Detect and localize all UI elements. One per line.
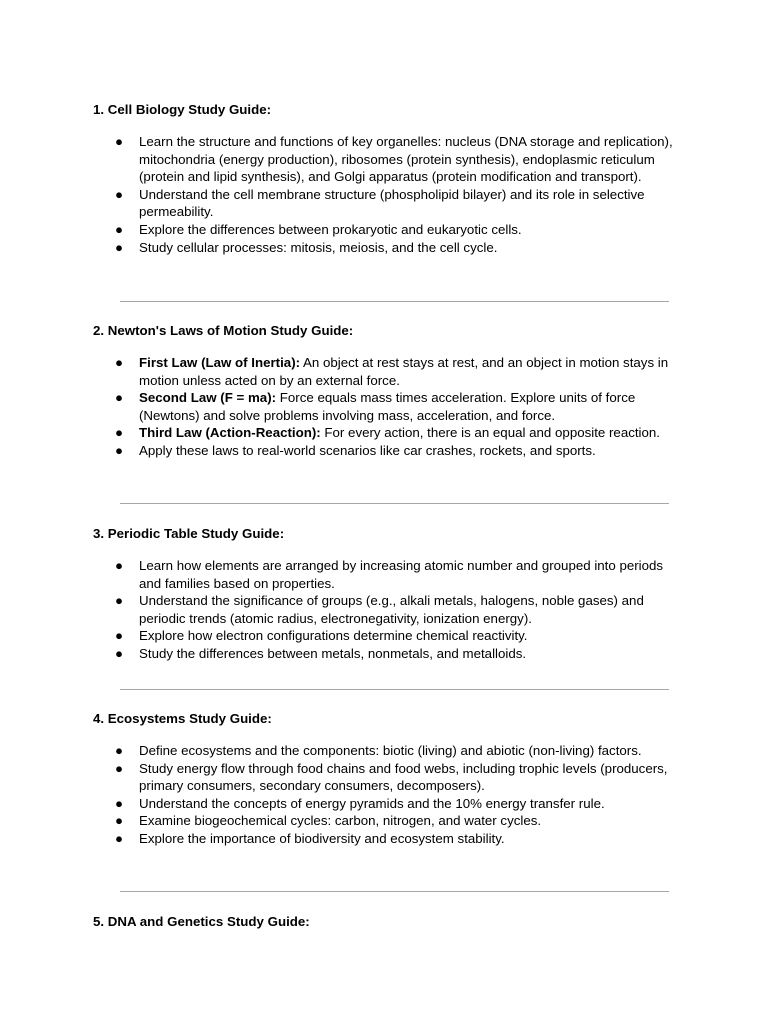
list-item: [93, 239, 683, 257]
section-cell-biology: [93, 101, 683, 256]
list-item: [93, 627, 683, 645]
bullet-icon: ●: [115, 760, 124, 776]
bullet-icon: ●: [115, 813, 124, 829]
bullet-icon: ●: [115, 221, 124, 237]
horizontal-divider: [120, 891, 669, 892]
bullet-icon: ●: [115, 355, 124, 370]
list-item-text: For every action, there is an equal and opposite reaction.: [320, 425, 660, 441]
bullet-icon: ●: [115, 134, 124, 149]
list-item: [93, 557, 683, 592]
list-item-text: Explore the differences between prokaryotic and eukaryotic cells.: [139, 221, 522, 237]
list-item: [93, 812, 683, 830]
bullet-icon: ●: [115, 558, 124, 573]
list-item: [93, 389, 683, 424]
horizontal-divider: [120, 689, 669, 690]
horizontal-divider: [120, 503, 669, 504]
list-item-text: Explore the importance of biodiversity and ecosystem stability.: [139, 830, 505, 846]
list-item-text: An object at rest stays at rest, and an object in motion stays in motion unless acted on by an external force.: [139, 355, 669, 388]
list-item: [93, 354, 683, 389]
section-dna-genetics: [93, 913, 683, 930]
list-item: [93, 830, 683, 848]
bullet-icon: ●: [115, 442, 124, 458]
list-item-text: Understand the concepts of energy pyramids and the 10% energy transfer rule.: [139, 795, 605, 811]
list-item: [93, 795, 683, 813]
bullet-icon: ●: [115, 390, 124, 406]
list-item-term: Third Law (Action-Reaction):: [139, 425, 321, 441]
section-heading: 4. Ecosystems Study Guide:: [93, 711, 272, 726]
list-item: [93, 221, 683, 239]
list-item: [93, 645, 683, 663]
list-item: [93, 133, 683, 186]
bullet-icon: ●: [115, 795, 124, 811]
list-item: [93, 742, 683, 760]
list-item: [93, 186, 683, 221]
section-heading: 3. Periodic Table Study Guide:: [93, 526, 285, 541]
list-item-text: Examine biogeochemical cycles: carbon, nitrogen, and water cycles.: [139, 813, 542, 829]
bullet-icon: ●: [115, 186, 124, 202]
section-heading: 5. DNA and Genetics Study Guide:: [93, 914, 310, 929]
bullet-icon: ●: [115, 830, 124, 846]
list-item-text: Study energy flow through food chains and food webs, including trophic levels (producers, primary consumers, secondary consumers, decomposers).: [139, 760, 668, 794]
list-item-text: Learn how elements are arranged by increasing atomic number and grouped into periods and families based on properties.: [139, 558, 664, 591]
list-item: [93, 442, 683, 460]
list-item: [93, 592, 683, 627]
list-item-text: Study cellular processes: mitosis, meiosis, and the cell cycle.: [139, 239, 498, 255]
list-item-text: Understand the significance of groups (e.g., alkali metals, halogens, noble gases) and periodic trends (atomic radius, electronegativity, ionization energy).: [139, 593, 644, 626]
list-item-text: Explore how electron configurations determine chemical reactivity.: [139, 628, 528, 644]
bullet-icon: ●: [115, 593, 124, 609]
section-heading: 2. Newton's Laws of Motion Study Guide:: [93, 323, 354, 338]
bullet-icon: ●: [115, 239, 124, 255]
bullet-icon: ●: [115, 628, 124, 644]
bullet-icon: ●: [115, 743, 124, 758]
list-item: [93, 424, 683, 442]
bullet-list: [93, 742, 683, 848]
list-item-text: Define ecosystems and the components: biotic (living) and abiotic (non-living) factors.: [139, 743, 642, 758]
section-ecosystems: [93, 710, 683, 848]
list-item-text: Understand the cell membrane structure (phospholipid bilayer) and its role in selective permeability.: [139, 186, 645, 220]
list-item-term: Second Law (F = ma):: [139, 390, 277, 406]
bullet-list: [93, 133, 683, 256]
bullet-icon: ●: [115, 425, 124, 441]
section-heading: 1. Cell Biology Study Guide:: [93, 102, 272, 117]
list-item-text: Learn the structure and functions of key organelles: nucleus (DNA storage and replication), mitochondria (energy production), ribosomes (protein synthesis), endoplasmic reticulum (protein and lipid synthesis), and Golgi apparatus (protein modification and transport).: [139, 134, 673, 185]
list-item-text: Force equals mass times acceleration. Explore units of force (Newtons) and solve problems involving mass, acceleration, and force.: [139, 390, 636, 423]
list-item-term: First Law (Law of Inertia):: [139, 355, 301, 370]
bullet-icon: ●: [115, 645, 124, 661]
bullet-list: [93, 354, 683, 460]
bullet-list: [93, 557, 683, 663]
list-item-text: Apply these laws to real-world scenarios like car crashes, rockets, and sports.: [139, 442, 596, 458]
horizontal-divider: [120, 301, 669, 302]
section-periodic-table: [93, 525, 683, 663]
list-item: [93, 760, 683, 795]
list-item-text: Study the differences between metals, nonmetals, and metalloids.: [139, 645, 527, 661]
section-newtons-laws: [93, 322, 683, 460]
